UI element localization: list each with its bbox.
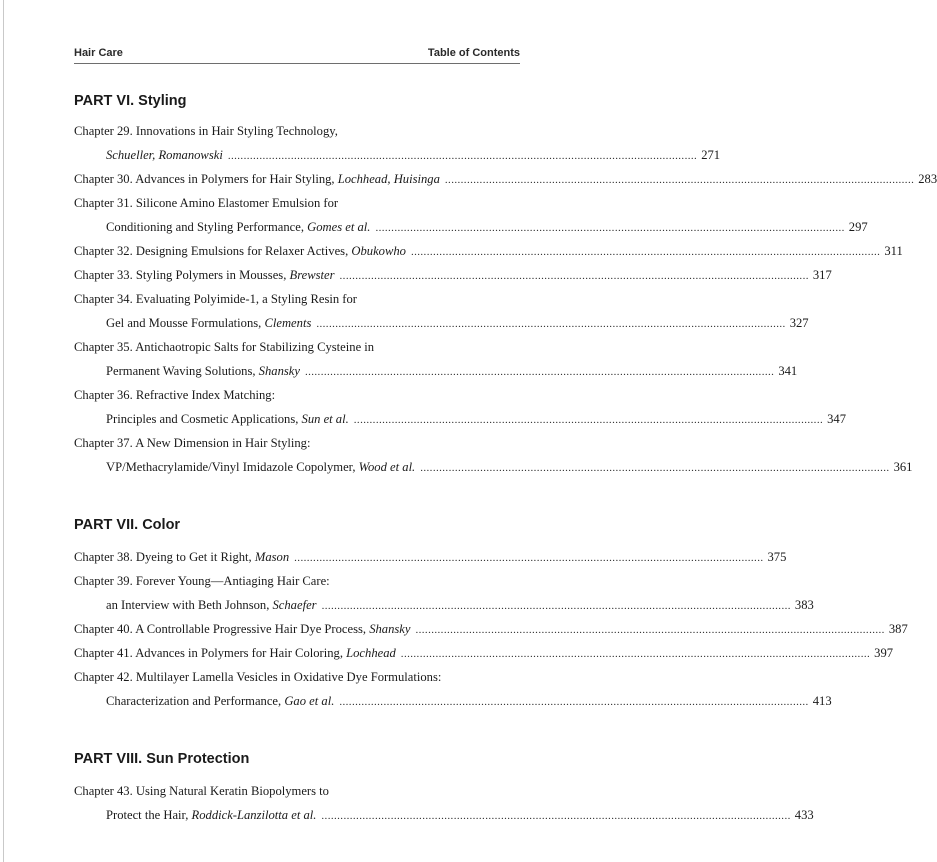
toc-text: Chapter 39. Forever Young—Antiaging Hair Care: — [74, 574, 330, 588]
toc-page-number: 361 — [893, 460, 913, 474]
toc-entry[interactable] — [106, 805, 814, 825]
toc-entry[interactable] — [106, 217, 868, 237]
toc-line[interactable] — [74, 385, 497, 405]
toc-entry[interactable] — [74, 169, 937, 189]
part-heading-styling: PART VI. Styling — [74, 93, 187, 109]
toc-page-number: 397 — [874, 646, 894, 660]
toc-page-number: 413 — [812, 694, 832, 708]
toc-text: Chapter 37. A New Dimension in Hair Styling: — [74, 436, 311, 450]
toc-line[interactable] — [74, 781, 497, 801]
toc-entry[interactable] — [74, 643, 894, 663]
dot-leader: ..................................................................................................................................................... — [420, 462, 890, 474]
toc-line[interactable] — [74, 571, 497, 591]
toc-page-number: 311 — [884, 244, 903, 258]
toc-author: Shansky — [258, 364, 300, 378]
dot-leader: ..................................................................................................................................................... — [400, 648, 871, 660]
toc-author: Wood et al. — [358, 460, 416, 474]
toc-page-number: 383 — [794, 598, 814, 612]
toc-text: Chapter 38. Dyeing to Get it Right, Mason — [74, 550, 290, 564]
toc-text: Chapter 30. Advances in Polymers for Hair Styling, Lochhead, Huisinga — [74, 172, 440, 186]
dot-leader: ..................................................................................................................................................... — [444, 174, 915, 186]
toc-page-number: 271 — [701, 148, 721, 162]
toc-author: Gao et al. — [284, 694, 335, 708]
toc-author: Obukowho — [351, 244, 406, 258]
toc-text: Gel and Mousse Formulations, Clements — [106, 316, 312, 330]
part-heading-color: PART VII. Color — [74, 517, 181, 533]
toc-page-number: 327 — [789, 316, 809, 330]
toc-text: an Interview with Beth Johnson, Schaefer — [106, 598, 317, 612]
toc-text — [106, 145, 223, 165]
dot-leader: ..................................................................................................................................................... — [410, 246, 881, 258]
toc-page-number: 347 — [827, 412, 847, 426]
toc-text: Chapter 40. A Controllable Progressive Hair Dye Process, Shansky — [74, 622, 411, 636]
running-header — [74, 47, 520, 62]
dot-leader: ..................................................................................................................................................... — [375, 222, 845, 234]
toc-entry[interactable] — [106, 313, 809, 333]
toc-text: Chapter 42. Multilayer Lamella Vesicles in Oxidative Dye Formulations: — [74, 670, 442, 684]
toc-line[interactable] — [74, 121, 497, 141]
toc-author: Brewster — [289, 268, 335, 282]
toc-text: Chapter 36. Refractive Index Matching: — [74, 388, 276, 402]
toc-text: Chapter 31. Silicone Amino Elastomer Emulsion for — [74, 196, 339, 210]
dot-leader: ..................................................................................................................................................... — [316, 318, 786, 330]
toc-text: Chapter 35. Antichaotropic Salts for Stabilizing Cysteine in — [74, 340, 375, 354]
dot-leader: ..................................................................................................................................................... — [304, 366, 775, 378]
dot-leader: ..................................................................................................................................................... — [321, 600, 791, 612]
toc-page-number: 297 — [848, 220, 868, 234]
toc-entry[interactable] — [74, 619, 908, 639]
dot-leader: ..................................................................................................................................................... — [353, 414, 824, 426]
toc-page-number: 317 — [812, 268, 832, 282]
toc-text: Chapter 29. Innovations in Hair Styling Technology, — [74, 124, 338, 138]
toc-page-number: 433 — [794, 808, 814, 822]
dot-leader: ..................................................................................................................................................... — [227, 150, 698, 162]
toc-entry[interactable] — [74, 241, 903, 261]
dot-leader: ..................................................................................................................................................... — [294, 552, 764, 564]
toc-text: VP/Methacrylamide/Vinyl Imidazole Copolymer, Wood et al. — [106, 460, 416, 474]
toc-text: Protect the Hair, Roddick-Lanzilotta et al. — [106, 808, 317, 822]
dot-leader: ..................................................................................................................................................... — [415, 624, 885, 636]
toc-text: Chapter 41. Advances in Polymers for Hair Coloring, Lochhead — [74, 646, 396, 660]
toc-page-number: 341 — [778, 364, 798, 378]
toc-author: Shansky — [369, 622, 411, 636]
header-section-title: Table of Contents — [427, 47, 520, 59]
toc-text: Principles and Cosmetic Applications, Sun et al. — [106, 412, 349, 426]
toc-author: Clements — [264, 316, 312, 330]
dot-leader: ..................................................................................................................................................... — [339, 270, 809, 282]
toc-page-number: 283 — [918, 172, 937, 186]
toc-text: Chapter 32. Designing Emulsions for Relaxer Actives, Obukowho — [74, 244, 406, 258]
toc-line[interactable] — [74, 433, 497, 453]
toc-author: Mason — [254, 550, 290, 564]
header-book-title: Hair Care — [74, 47, 123, 59]
toc-line[interactable] — [74, 289, 497, 309]
toc-entry[interactable] — [106, 409, 847, 429]
toc-author: Lochhead — [346, 646, 396, 660]
toc-author: Sun et al. — [301, 412, 349, 426]
toc-line[interactable] — [74, 667, 497, 687]
toc-author: Schueller, Romanowski — [106, 148, 223, 162]
page-edge-line — [3, 0, 4, 862]
toc-line[interactable] — [74, 193, 497, 213]
toc-entry[interactable] — [106, 595, 814, 615]
toc-entry[interactable] — [106, 691, 832, 711]
toc-text: Chapter 34. Evaluating Polyimide-1, a Styling Resin for — [74, 292, 357, 306]
header-rule — [74, 63, 520, 64]
toc-author: Gomes et al. — [307, 220, 371, 234]
toc-author: Roddick-Lanzilotta et al. — [191, 808, 317, 822]
toc-author: Schaefer — [272, 598, 317, 612]
toc-entry[interactable] — [74, 547, 787, 567]
dot-leader: ..................................................................................................................................................... — [321, 810, 791, 822]
dot-leader: ..................................................................................................................................................... — [339, 696, 809, 708]
toc-text: Permanent Waving Solutions, Shansky — [106, 364, 300, 378]
toc-page-number: 375 — [767, 550, 787, 564]
toc-page-number: 387 — [888, 622, 908, 636]
toc-text: Chapter 43. Using Natural Keratin Biopolymers to — [74, 784, 329, 798]
toc-text: Chapter 33. Styling Polymers in Mousses, Brewster — [74, 268, 335, 282]
toc-entry[interactable] — [106, 145, 721, 165]
toc-text: Conditioning and Styling Performance, Gomes et al. — [106, 220, 371, 234]
toc-author: Lochhead, Huisinga — [337, 172, 440, 186]
toc-entry[interactable] — [74, 265, 832, 285]
toc-entry[interactable] — [106, 361, 798, 381]
toc-text: Characterization and Performance, Gao et al. — [106, 694, 335, 708]
toc-line[interactable] — [74, 337, 497, 357]
part-heading-sun-protection: PART VIII. Sun Protection — [74, 751, 250, 767]
toc-entry[interactable] — [106, 457, 913, 477]
